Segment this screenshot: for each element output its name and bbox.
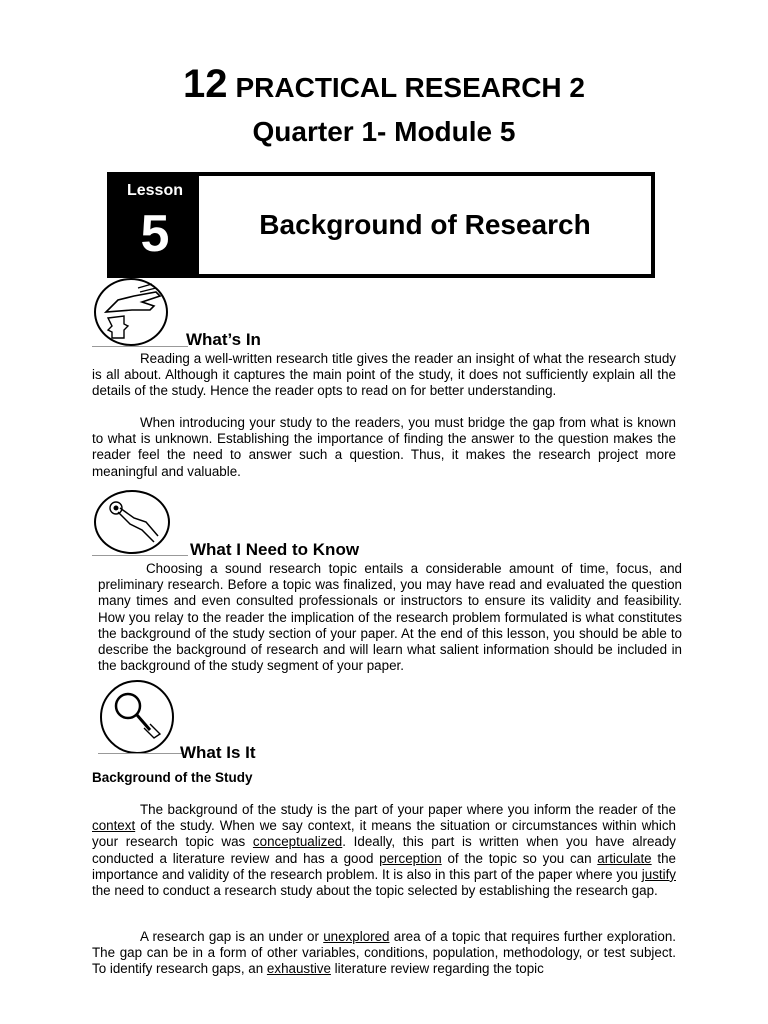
lesson-label: Lesson [126,182,183,199]
text-run: of the study. When we say context, it means the situation or circumstances within which your research topic was [92,818,676,850]
module-subtitle: Quarter 1- Module 5 [252,116,516,147]
need-to-know-heading: What I Need to Know [190,540,360,559]
need-to-know-text: Choosing a sound research topic entails a considerable amount of time, focus, and preliminary research. Before a topic was finalized, you may have read and evaluated the question many times and even consulted professionals or instructors to ensure its validity and feasibility. How you relay to the reader the implication of the research problem formulated is what constitutes the background of the study section of your paper. At the end of this lesson, you should be able to describe the background of research and will learn what salient information should be included in the background of the study segment of your paper. [98,561,682,674]
text-run: the need to conduct a research study about the topic selected by establishing the research gap. [92,883,658,899]
underlined-term: unexplored [323,929,390,944]
whats-in-heading: What’s In [186,330,261,349]
text-run: of the topic so you can [441,850,598,866]
lesson-number: 5 [140,205,170,263]
text-run: A research gap is an under or [140,929,324,944]
underlined-term: conceptualized [252,834,343,850]
text-run: The background of the study is the part of your paper where you inform the reader of the [140,802,676,817]
what-is-it-paragraph-1 [92,802,676,899]
divider [92,555,188,556]
what-is-it-heading: What Is It [180,743,256,762]
whats-in-text-2: When introducing your study to the readers, you must bridge the gap from what is known to what is unknown. Establishing the importance of finding the answer to the question makes the reader feel the need to answer such a question. Thus, it makes the research project more meaningful and valuable. [92,415,676,479]
hand-pointing-icon [94,490,172,554]
underlined-term: context [92,818,136,834]
divider [92,346,188,347]
grade-number: 12 [182,62,228,106]
lesson-title: Background of Research [259,209,591,240]
magnifying-glass-icon [100,680,174,752]
module-title [0,62,768,107]
text-run: literature review regarding the topic [330,961,544,977]
text-run: . Ideally, this part is written when you have already conducted a literature review and has a good [92,834,676,866]
background-subheading: Background of the Study [92,770,253,785]
whats-in-paragraph-1 [92,351,676,400]
whats-in-text-1: Reading a well-written research title gives the reader an insight of what the research study is all about. Although it captures the main point of the study, it does not sufficiently explain all the details of the study. Hence the reader opts to read on for better understanding. [92,351,676,399]
need-to-know-paragraph [98,561,682,674]
lesson-number-block [111,176,199,274]
underlined-term: articulate [597,850,652,866]
subject-title: PRACTICAL RESEARCH 2 [235,72,586,103]
lesson-banner [107,172,655,278]
what-is-it-paragraph-2 [92,929,676,978]
underlined-term: justify [641,866,676,882]
underlined-term: perception [379,850,442,866]
text-run: the importance and validity of the research problem. It is also in this part of the paper where you [92,850,676,882]
text-run: area of a topic that requires further exploration. The gap can be in a form of other variables, conditions, population, methodology, or test subject. To identify research gaps, an [92,929,676,977]
hand-puzzle-icon [94,278,174,346]
underlined-term: exhaustive [266,961,331,977]
divider [98,753,182,754]
whats-in-paragraph-2 [92,415,676,480]
